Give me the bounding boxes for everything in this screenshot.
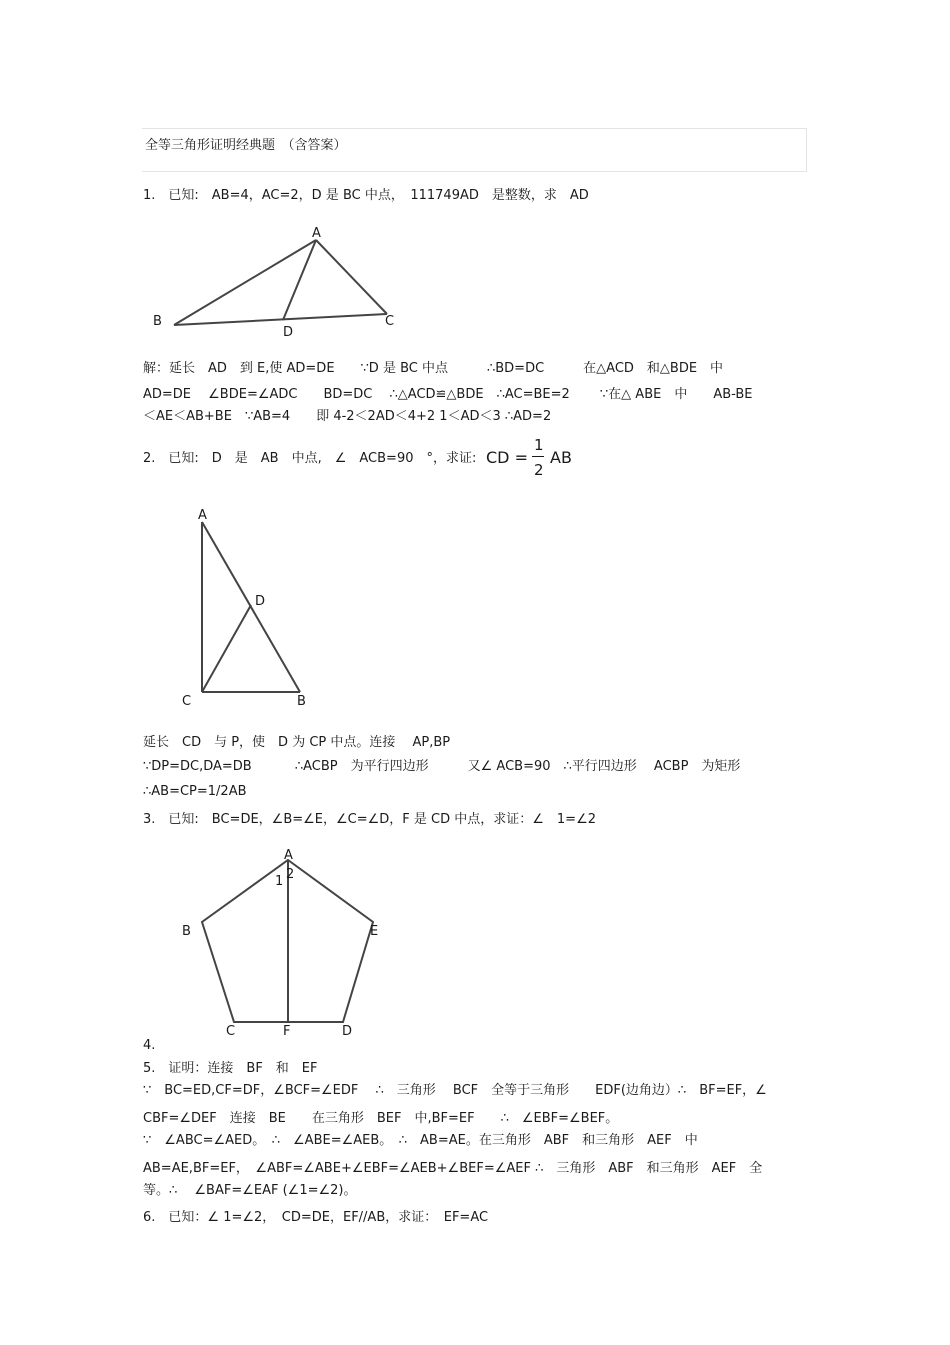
q5-line-5: AB=AE,BF=EF， ∠ABF=∠ABE+∠EBF=∠AEB+∠BEF=∠AEF ∴ 三角形 ABF 和三角形 AEF 全 <box>143 1161 763 1176</box>
q3-stem: 3. 已知: BC=DE，∠B=∠E，∠C=∠D，F 是 CD 中点，求证：∠ 1=∠2 <box>143 812 596 827</box>
q2-solution-line-3: ∴AB=CP=1/2AB <box>143 784 247 799</box>
q5-line-3: CBF=∠DEF 连接 BE 在三角形 BEF 中,BF=EF ∴ ∠EBF=∠BEF。 <box>143 1111 619 1126</box>
q3-label-F: F <box>283 1024 291 1039</box>
q2-solution-line-1: 延长 CD 与 P，使 D 为 CP 中点。连接 AP,BP <box>143 735 451 750</box>
q2-formula-lhs: CD = <box>486 448 528 467</box>
q3-label-A: A <box>284 848 293 863</box>
q2-label-B: B <box>297 694 306 709</box>
q4-number: 4. <box>143 1038 156 1053</box>
q2-label-D: D <box>255 594 266 609</box>
q2-formula-denominator: 2 <box>534 461 544 479</box>
q5-line-4: ∵ ∠ABC=∠AED。 ∴ ∠ABE=∠AEB。 ∴ AB=AE。在三角形 ABF 和三角形 AEF 中 <box>143 1133 698 1148</box>
q3-label-2: 2 <box>286 867 295 882</box>
q1-label-C: C <box>385 314 395 329</box>
q1-label-B: B <box>153 314 162 329</box>
q6-stem: 6. 已知：∠ 1=∠2， CD=DE，EF//AB，求证： EF=AC <box>143 1210 489 1225</box>
q3-label-C: C <box>226 1024 236 1039</box>
q3-label-1: 1 <box>275 874 284 889</box>
q5-line-2: ∵ BC=ED,CF=DF，∠BCF=∠EDF ∴ 三角形 BCF 全等于三角形 EDF(边角边）∴ BF=EF，∠ <box>143 1083 767 1098</box>
q3-label-D: D <box>342 1024 353 1039</box>
q2-label-C: C <box>182 694 192 709</box>
q1-label-D: D <box>283 325 294 340</box>
q1-stem: 1. 已知: AB=4，AC=2，D 是 BC 中点， 111749AD 是整数，求 AD <box>143 188 589 203</box>
q2-formula-rhs: AB <box>550 448 572 467</box>
q2-label-A: A <box>198 508 207 523</box>
q1-label-A: A <box>312 226 321 241</box>
q5-line-6: 等。∴ ∠BAF=∠EAF (∠1=∠2)。 <box>143 1183 357 1198</box>
q3-label-E: E <box>370 924 379 939</box>
q1-solution-line-2: AD=DE ∠BDE=∠ADC BD=DC ∴△ACD≌△BDE ∴AC=BE=2 ∵在△ ABE 中 AB-BE <box>143 387 753 402</box>
page-title: 全等三角形证明经典题 （含答案） <box>145 138 347 153</box>
q1-solution-line-1: 解：延长 AD 到 E,使 AD=DE ∵D 是 BC 中点 ∴BD=DC 在△ACD 和△BDE 中 <box>143 361 724 376</box>
q5-line-1: 5. 证明：连接 BF 和 EF <box>143 1061 318 1076</box>
q3-label-B: B <box>182 924 191 939</box>
q1-solution-line-3: ＜AE＜AB+BE ∵AB=4 即 4-2＜2AD＜4+2 1＜AD＜3 ∴AD=2 <box>143 409 552 424</box>
q2-stem: 2. 已知: D 是 AB 中点, ∠ ACB=90 °，求证: <box>143 451 477 466</box>
q2-solution-line-2: ∵DP=DC,DA=DB ∴ACBP 为平行四边形 又∠ ACB=90 ∴平行四边形 ACBP 为矩形 <box>143 759 741 774</box>
q2-formula-numerator: 1 <box>534 436 544 454</box>
